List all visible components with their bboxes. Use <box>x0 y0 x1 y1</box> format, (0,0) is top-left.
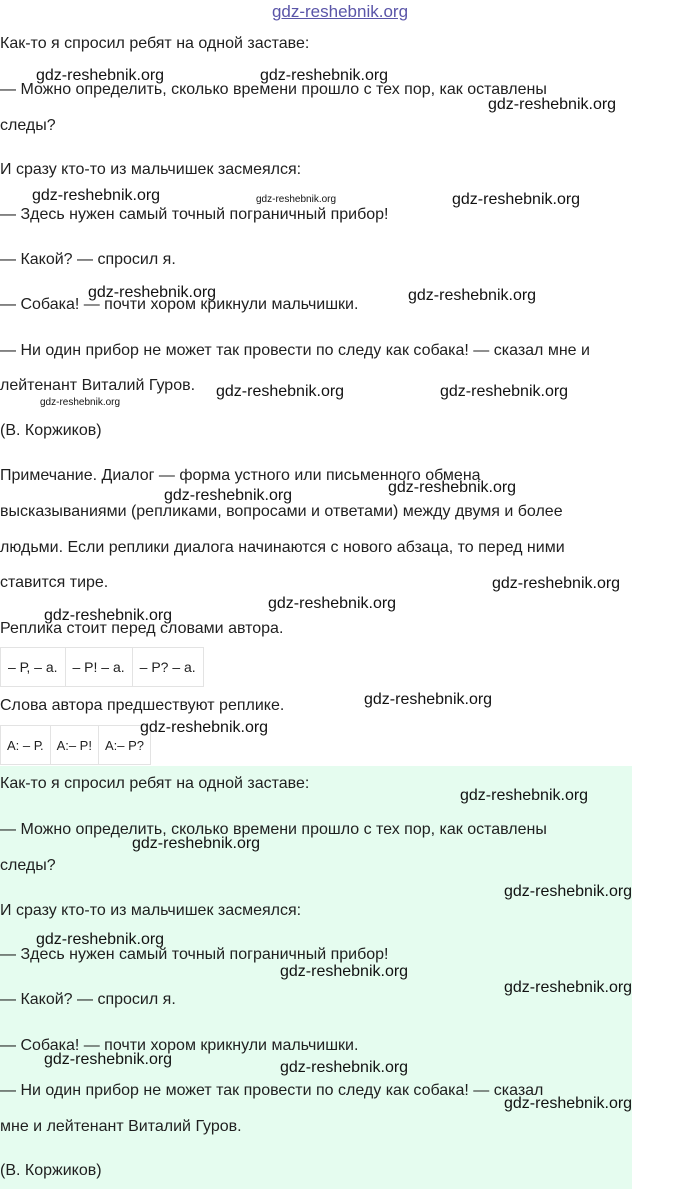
watermark: gdz-reshebnik.org <box>36 931 165 948</box>
watermark: gdz-reshebnik.org <box>364 691 493 708</box>
answer-line: — Ни один прибор не может так провести по следу как собака! — сказал <box>0 1082 544 1099</box>
example-line: лейтенант Виталий Гуров. <box>0 377 196 394</box>
rule2-cell: А:– Р! <box>50 726 98 765</box>
rule1-cell: – Р! – а. <box>65 648 132 687</box>
site-watermark-link[interactable]: gdz-reshebnik.org <box>271 2 409 21</box>
answer-line: мне и лейтенант Виталий Гуров. <box>0 1118 242 1135</box>
example-line: — Собака! — почти хором крикнули мальчишки. <box>0 296 359 313</box>
example-line: И сразу кто-то из мальчишек засмеялся: <box>0 161 302 178</box>
example-author: (В. Коржиков) <box>0 422 102 439</box>
watermark: gdz-reshebnik.org <box>280 963 409 980</box>
note-line: людьми. Если реплики диалога начинаются с нового абзаца, то перед ними <box>0 539 565 556</box>
answer-line: — Здесь нужен самый точный пограничный прибор! <box>0 946 389 963</box>
watermark: gdz-reshebnik.org <box>260 67 389 84</box>
rule2-cell: А: – Р. <box>1 726 51 765</box>
watermark: gdz-reshebnik.org <box>408 287 537 304</box>
watermark: gdz-reshebnik.org <box>132 835 261 852</box>
watermark: gdz-reshebnik.org <box>164 487 293 504</box>
note-line: высказываниями (репликами, вопросами и ответами) между двумя и более <box>0 503 563 520</box>
answer-line: — Собака! — почти хором крикнули мальчишки. <box>0 1037 359 1054</box>
example-line: — Можно определить, сколько времени прошло с тех пор, как оставлены <box>0 81 547 98</box>
note-line: ставится тире. <box>0 574 109 591</box>
rule2-table <box>0 725 151 765</box>
example-line: — Здесь нужен самый точный пограничный прибор! <box>0 206 389 223</box>
example-line: — Ни один прибор не может так провести по следу как собака! — сказал мне и <box>0 342 590 359</box>
watermark: gdz-reshebnik.org <box>504 883 633 900</box>
watermark: gdz-reshebnik.org <box>504 1095 633 1112</box>
example-line: — Какой? — спросил я. <box>0 251 176 268</box>
watermark: gdz-reshebnik.org <box>492 575 621 592</box>
answer-author: (В. Коржиков) <box>0 1162 102 1179</box>
rule2-title: Слова автора предшествуют реплике. <box>0 697 285 714</box>
rule1-cell: – Р, – а. <box>1 648 66 687</box>
rule2-cell: А:– Р? <box>98 726 150 765</box>
watermark: gdz-reshebnik.org <box>32 187 161 204</box>
watermark: gdz-reshebnik.org <box>280 1059 409 1076</box>
rule1-table <box>0 647 204 687</box>
answer-line: И сразу кто-то из мальчишек засмеялся: <box>0 902 302 919</box>
watermark: gdz-reshebnik.org <box>88 284 217 301</box>
answer-line: — Какой? — спросил я. <box>0 991 176 1008</box>
watermark: gdz-reshebnik.org <box>268 595 397 612</box>
watermark: gdz-reshebnik.org <box>440 383 569 400</box>
watermark: gdz-reshebnik.org <box>140 719 269 736</box>
answer-line: следы? <box>0 857 56 874</box>
answer-line: — Можно определить, сколько времени прошло с тех пор, как оставлены <box>0 821 547 838</box>
watermark: gdz-reshebnik.org <box>488 96 617 113</box>
watermark: gdz-reshebnik.org <box>40 397 121 408</box>
watermark: gdz-reshebnik.org <box>44 1051 173 1068</box>
watermark: gdz-reshebnik.org <box>44 607 173 624</box>
note-line: Примечание. Диалог — форма устного или письменного обмена <box>0 467 481 484</box>
watermark: gdz-reshebnik.org <box>452 191 581 208</box>
watermark: gdz-reshebnik.org <box>36 67 165 84</box>
watermark: gdz-reshebnik.org <box>388 479 517 496</box>
watermark: gdz-reshebnik.org <box>256 194 337 205</box>
answer-line: Как-то я спросил ребят на одной заставе: <box>0 775 310 792</box>
example-line: Как-то я спросил ребят на одной заставе: <box>0 35 310 52</box>
watermark: gdz-reshebnik.org <box>504 979 633 996</box>
watermark: gdz-reshebnik.org <box>460 787 589 804</box>
example-line: следы? <box>0 117 56 134</box>
rule1-title: Реплика стоит перед словами автора. <box>0 620 284 637</box>
rule1-cell: – Р? – а. <box>132 648 203 687</box>
watermark: gdz-reshebnik.org <box>216 383 345 400</box>
